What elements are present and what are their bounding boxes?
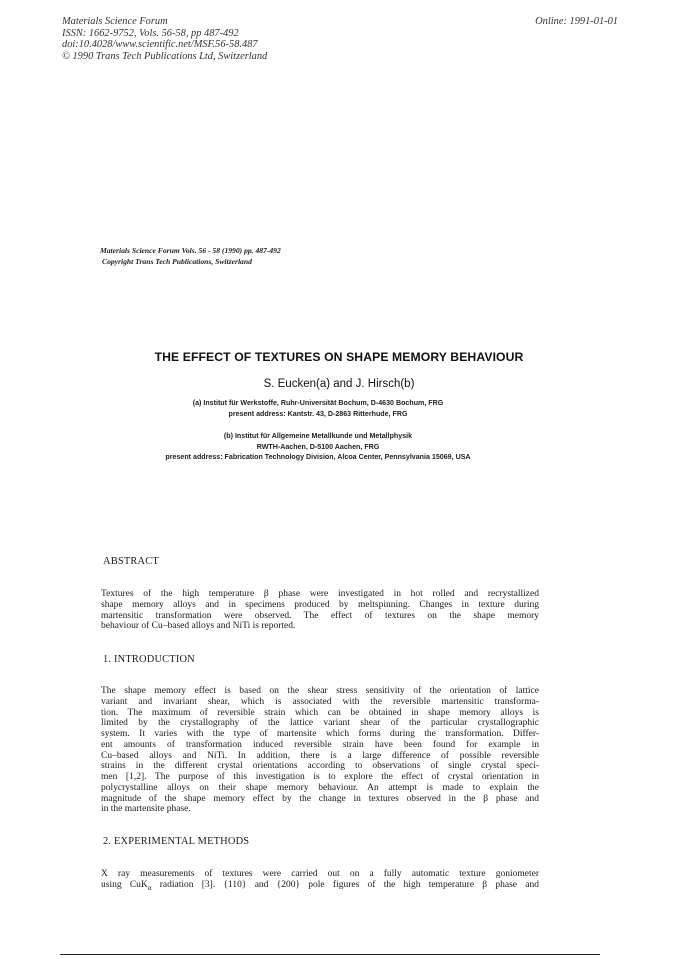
affiliation-a-line: present address: Kantstr. 43, D-2863 Ritterhude, FRG (228, 409, 408, 418)
paper-authors: S. Eucken(a) and J. Hirsch(b) (263, 378, 415, 390)
text-line: behaviour of Cu–based alloys and NiTi is reported. (101, 621, 296, 632)
text-line: Cu–based alloys and NiTi. In addition, there is a large difference of possible reversible (101, 750, 539, 761)
text-line: men [1,2]. The purpose of this investigation is to explore the effect of crystal orientation in (101, 772, 539, 782)
text-line: limited by the crystallography of the lattice variant shear of the particular crystallographic (101, 718, 539, 729)
methods-heading: 2. EXPERIMENTAL METHODS (103, 836, 250, 847)
affiliation-b (0, 431, 636, 463)
affiliation-a (0, 398, 636, 419)
online-date: Online: 1991-01-01 (535, 16, 618, 27)
text-line: in the martensite phase. (101, 804, 191, 815)
affiliation-b-line: present address: Fabrication Technology Division, Alcoa Center, Pennsylvania 15069, USA (165, 453, 471, 462)
text-fragment: using CuK (101, 879, 148, 890)
text-line: Textures of the high temperature β phase were investigated in hot rolled and recrystallized (101, 589, 539, 599)
text-line (101, 880, 539, 894)
text-line: shape memory alloys and in specimens produced by meltspinning. Changes in texture during (101, 599, 539, 610)
text-fragment: radiation [3]. {110} and {200} pole figures of the high temperature β phase and (151, 879, 539, 890)
text-line: martensitic transformation were observed. The effect of textures on the shape memory (101, 610, 539, 621)
text-line: strains in the different crystal orientations according to observations of single crystal speci- (101, 761, 539, 772)
meta-doi[interactable]: doi:10.4028/www.scientific.net/MSF.56-58.487 (62, 39, 258, 51)
meta-journal-name: Materials Science Forum (62, 16, 168, 27)
original-citation (100, 245, 281, 267)
affiliation-a-line: (a) Institut für Werkstoffe, Ruhr-Universität Bochum, D-4630 Bochum, FRG (192, 399, 444, 407)
text-line: The shape memory effect is based on the shear stress sensitivity of the orientation of lattice (101, 686, 539, 696)
alpha-subscript: α (147, 883, 152, 892)
meta-copyright: © 1990 Trans Tech Publications Ltd, Switzerland (62, 51, 268, 63)
introduction-heading: 1. INTRODUCTION (103, 654, 195, 665)
text-line: magnitude of the shape memory effect by the change in textures observed in the β phase and (101, 793, 539, 804)
affiliation-b-line: RWTH-Aachen, D-5100 Aachen, FRG (256, 442, 380, 451)
introduction-text (101, 686, 539, 815)
abstract-heading: ABSTRACT (103, 556, 159, 567)
paper-title: THE EFFECT OF TEXTURES ON SHAPE MEMORY BEHAVIOUR (154, 350, 524, 364)
meta-issn: ISSN: 1662-9752, Vols. 56-58, pp 487-492 (62, 27, 239, 39)
text-line: tion. The maximum of reversible strain which can be obtained in shape memory alloys is (101, 707, 539, 718)
abstract-text (101, 589, 539, 632)
text-line: system. It varies with the type of martensite which forms during the transformation. Differ- (101, 729, 539, 739)
text-line: ent amounts of transformation induced reversible strain have been found for example in (101, 739, 539, 750)
text-line: polycrystalline alloys on their shape memory behaviour. An attempt is made to explain the (101, 782, 539, 793)
footer-rule (60, 954, 600, 955)
citation-volume: Materials Science Forum Vols. 56 - 58 (1990) pp. 487-492 (100, 246, 281, 255)
journal-metadata (62, 16, 267, 63)
citation-copyright: Copyright Trans Tech Publications, Switzerland (102, 257, 252, 266)
text-line: variant and invariant shear, which is associated with the reversible martensitic transforma- (101, 696, 539, 707)
methods-text (101, 869, 539, 893)
affiliation-b-line: (b) Institut für Allgemeine Metallkunde und Metallphysik (223, 432, 413, 440)
text-line: X ray measurements of textures were carried out on a fully automatic texture goniometer (101, 869, 539, 879)
